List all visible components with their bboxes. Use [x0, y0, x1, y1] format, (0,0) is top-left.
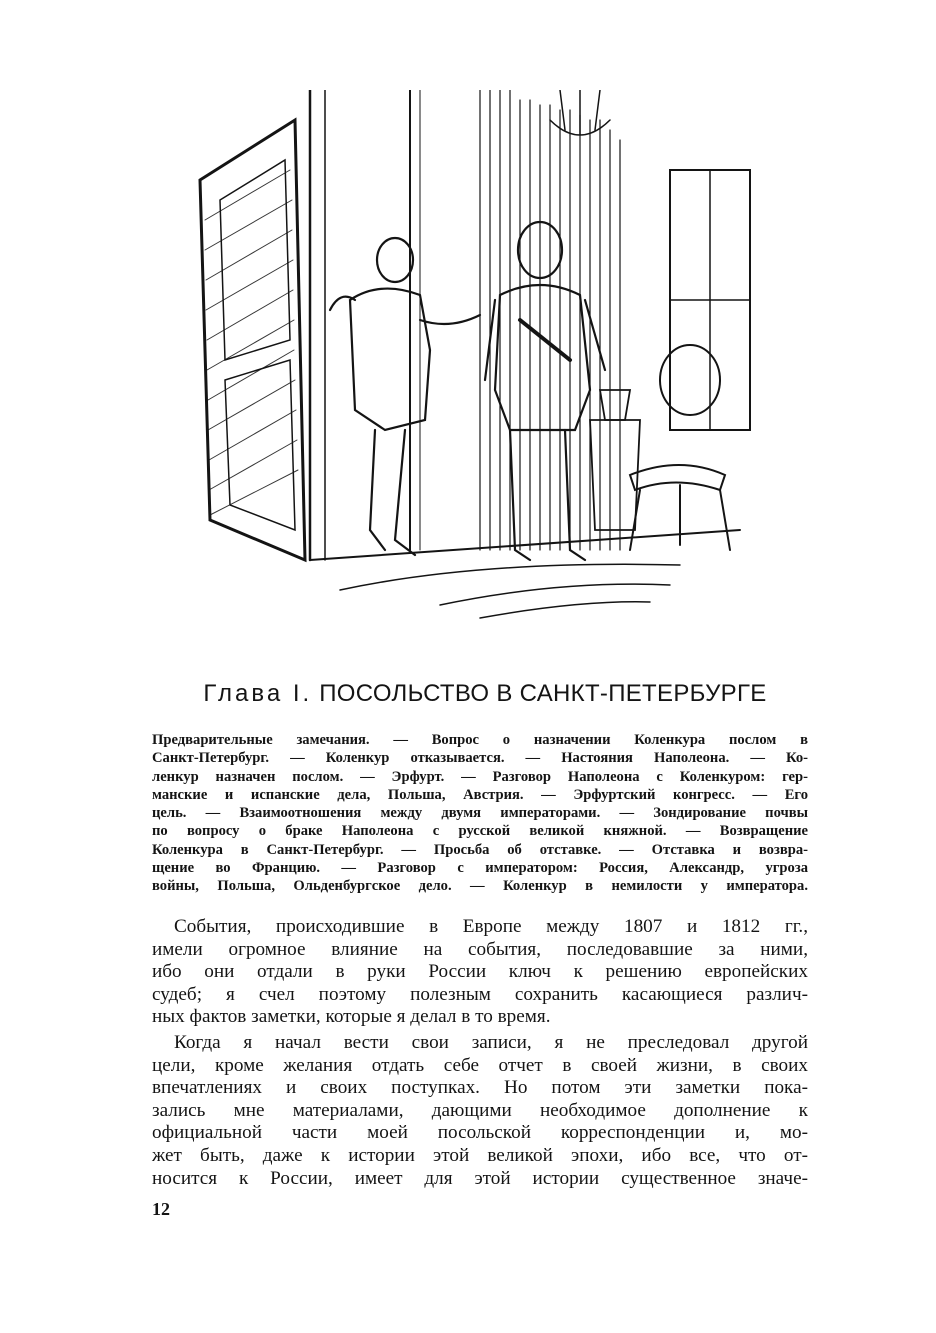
body-text [152, 916, 808, 1190]
illustration-drawing [180, 90, 760, 620]
paragraph-1 [152, 916, 808, 1029]
chandelier [550, 90, 610, 135]
chapter-summary [152, 731, 808, 896]
text-line: впечатлениях и своих поступках. Но потом эти заметки пока- [152, 1077, 808, 1099]
side-table [590, 390, 640, 530]
floor-shading [340, 564, 680, 618]
chapter-title [150, 680, 820, 708]
chair [630, 345, 730, 550]
paragraph-2 [152, 1032, 808, 1190]
text-line: События, происходившие в Европе между 1807 и 1812 гг., [174, 916, 808, 937]
summary-line: по вопросу о браке Наполеона с русской великой княжной. — Возвращение [152, 823, 808, 840]
figure-alexander [485, 222, 605, 560]
text-line: носится к России, имеет для этой истории существенное значе- [152, 1167, 808, 1189]
chapter-name: ПОСОЛЬСТВО В САНКТ-ПЕТЕРБУРГЕ [319, 680, 767, 707]
summary-line: цель. — Взаимоотношения между двумя императорами. — Зондирование почвы [152, 805, 808, 822]
text-line: зались мне материалами, дающими необходимое дополнение к [152, 1099, 808, 1121]
text-line: судеб; я счел поэтому полезным сохранить касающиеся различ- [152, 983, 808, 1005]
summary-line: Коленкура в Санкт-Петербург. — Просьба об отставке. — Отставка и возвра- [152, 841, 808, 858]
summary-line: манские и испанские дела, Польша, Австрия. — Эрфуртский конгресс. — Его [152, 786, 808, 803]
text-line: официальной части моей посольской корреспонденции и, мо- [152, 1122, 808, 1144]
text-line: жет быть, даже к истории этой великой эпохи, ибо все, что от- [152, 1144, 808, 1166]
text-line: ных фактов заметки, которые я делал в то время. [152, 1006, 551, 1028]
summary-line: Предварительные замечания. — Вопрос о назначении Коленкура послом в [152, 732, 808, 748]
text-line: Когда я начал вести свои записи, я не преследовал другой [174, 1031, 808, 1053]
summary-line: Санкт-Петербург. — Коленкур отказывается. — Настояния Наполеона. — Ко- [152, 750, 808, 767]
text-line: цели, кроме желания отдать себе отчет в своей жизни, в своих [152, 1054, 808, 1076]
page-number: 12 [152, 1199, 170, 1219]
summary-line: щение во Францию. — Разговор с императором: Россия, Александр, угроза [152, 860, 808, 877]
summary-line: войны, Польша, Ольденбургское дело. — Коленкур в немилости у императора. [152, 878, 808, 895]
wall-hatching [480, 90, 620, 550]
chapter-number: Глава I. [203, 680, 313, 707]
summary-line: ленкур назначен послом. — Эрфурт. — Разговор Наполеона с Коленкуром: гер- [152, 768, 808, 785]
text-line: ибо они отдали в руки России ключ к решению европейских [152, 961, 808, 983]
chapter-illustration [180, 90, 760, 620]
figure-napoleon [330, 238, 480, 555]
text-line: имели огромное влияние на события, последовавшие за ними, [152, 938, 808, 960]
